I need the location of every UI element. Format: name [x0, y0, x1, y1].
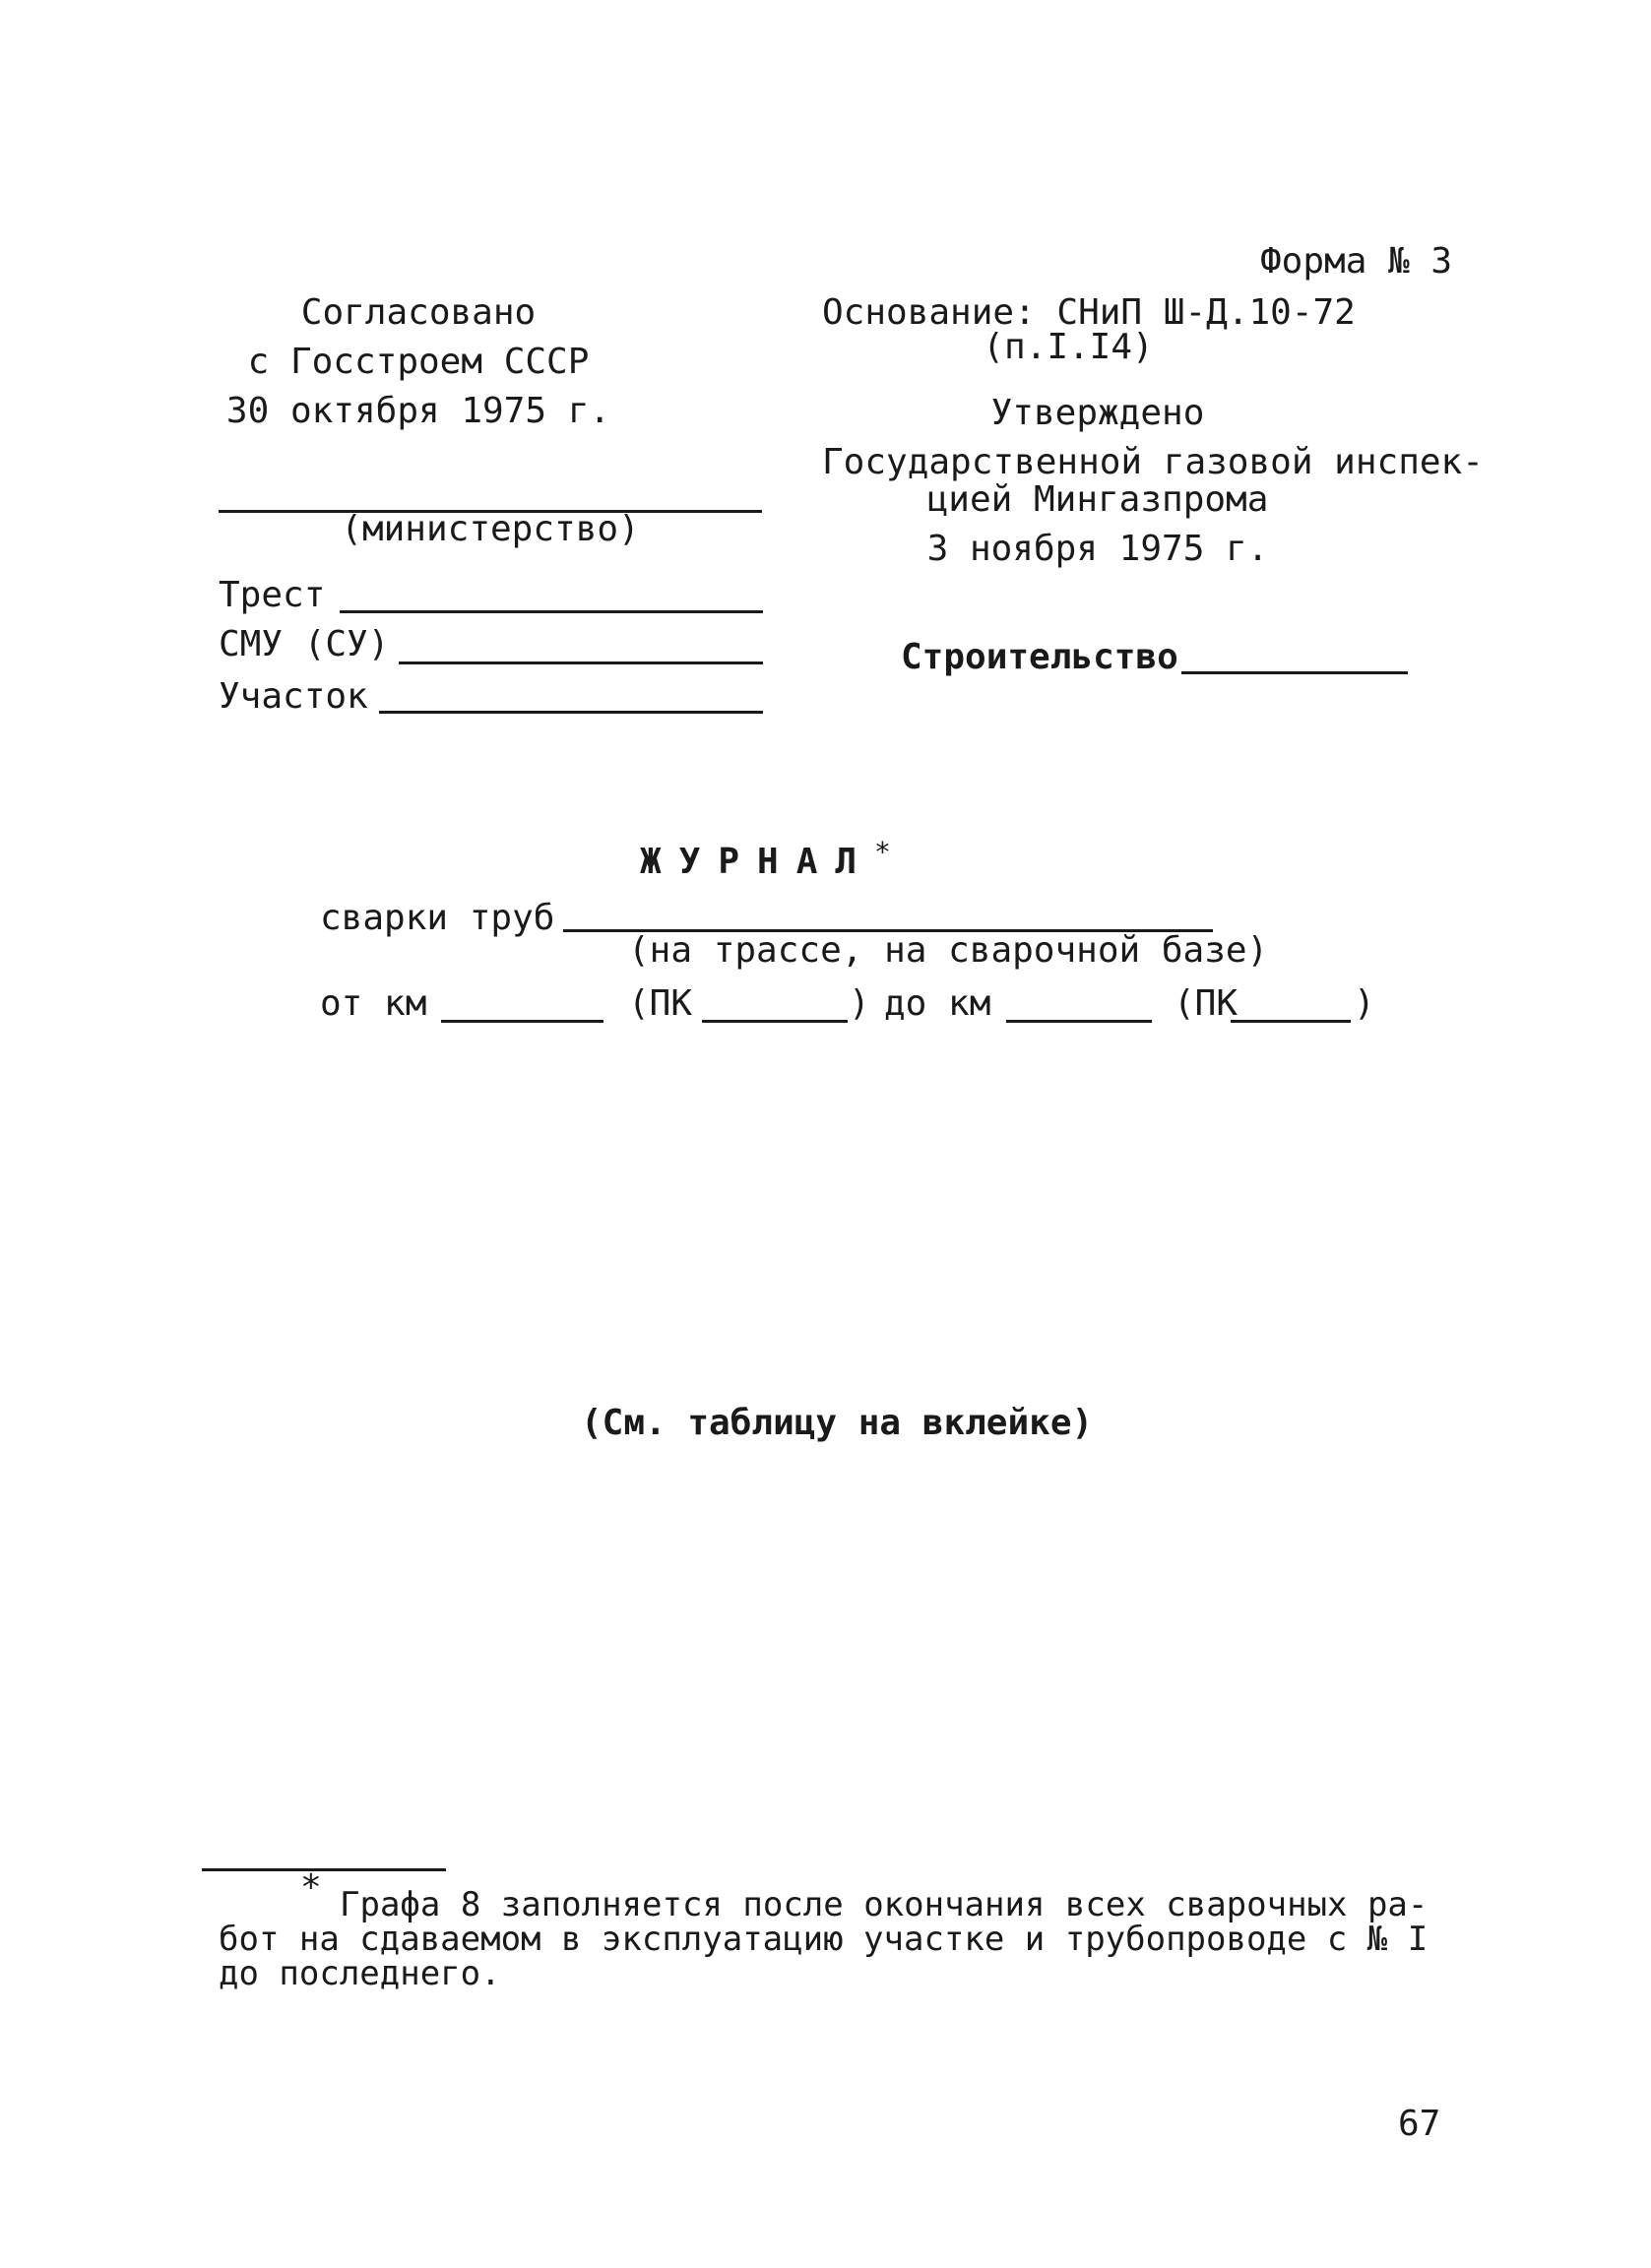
pk-open-2: (ПК — [1174, 983, 1238, 1024]
from-km-label: от км — [320, 983, 427, 1024]
trust-field-line — [340, 610, 763, 613]
journal-title-text: ЖУРНАЛ — [640, 842, 875, 882]
page-number: 67 — [1398, 2104, 1441, 2144]
see-table-note: (См. таблицу на вклейке) — [581, 1403, 1094, 1443]
journal-subtitle-prefix: сварки труб — [320, 898, 555, 938]
trust-label: Трест — [219, 575, 326, 615]
pk-field-line-1 — [702, 1020, 848, 1023]
basis-reference: (п.I.I4) — [983, 327, 1154, 367]
approved-date: 30 октября 1975 г. — [225, 391, 611, 431]
to-km-field-line — [1006, 1020, 1152, 1023]
footnote-line-2: бот на сдаваемом в эксплуатацию участке и трубопроводе с № I — [219, 1920, 1429, 1959]
from-km-field-line — [441, 1020, 603, 1023]
smu-field-line — [399, 662, 763, 664]
journal-subtitle-caption: (на трассе, на сварочной базе) — [628, 930, 1269, 971]
approved-with: с Госстроем СССР — [247, 342, 590, 382]
construction-field-line — [1181, 671, 1408, 674]
pk-open-1: (ПК — [628, 983, 693, 1024]
section-field-line — [379, 711, 763, 714]
approved-by-line1: Государственной газовой инспек- — [822, 442, 1484, 482]
section-label: Участок — [219, 676, 368, 717]
footnote-mark: * — [300, 1867, 322, 1908]
smu-label: СМУ (СУ) — [219, 624, 390, 664]
footnote-line-3: до последнего. — [219, 1954, 501, 1993]
construction-label: Строительство — [901, 637, 1178, 677]
ministry-caption: (министерство) — [341, 509, 640, 549]
journal-title — [640, 836, 891, 882]
pk-close-1: ) — [849, 983, 870, 1024]
approved-label: Согласовано — [300, 292, 537, 333]
form-number: Форма № 3 — [1260, 241, 1453, 282]
approved-right-label: Утверждено — [990, 393, 1205, 433]
pk-field-line-2 — [1231, 1020, 1351, 1023]
pk-close-2: ) — [1354, 983, 1375, 1024]
to-km-label: до км — [884, 983, 991, 1024]
journal-title-mark: * — [874, 836, 891, 868]
approved-by-line2: цией Мингазпрома — [926, 479, 1269, 520]
footnote-separator — [202, 1868, 446, 1871]
approved-right-date: 3 ноября 1975 г. — [926, 529, 1269, 569]
basis-text: Основание: СНиП Ш-Д.10-72 — [822, 292, 1356, 333]
footnote-line-1: Графа 8 заполняется после окончания всех сварочных ра- — [340, 1885, 1429, 1924]
